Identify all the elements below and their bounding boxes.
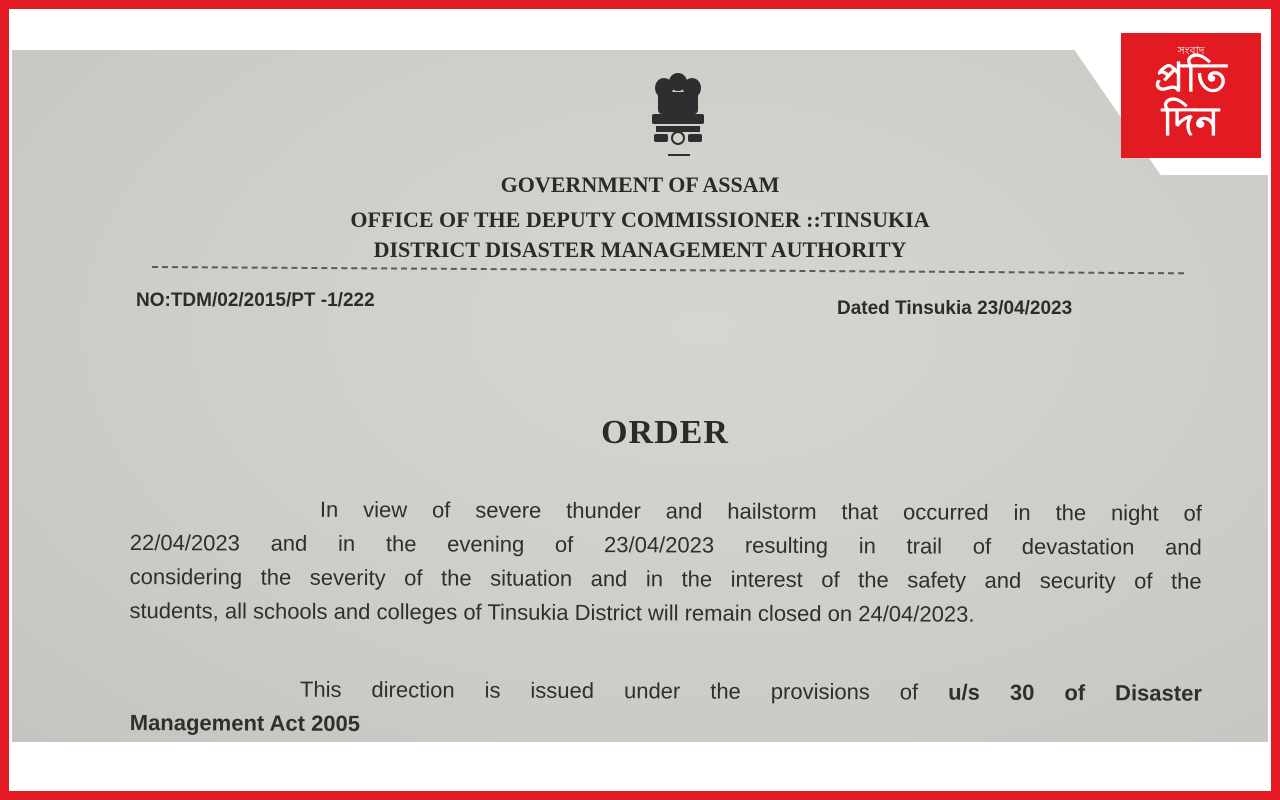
logo-text-line1: প্রতি bbox=[1154, 55, 1228, 101]
header-office: OFFICE OF THE DEPUTY COMMISSIONER ::TINSUKIA bbox=[350, 207, 930, 232]
reference-number: NO:TDM/02/2015/PT -1/222 bbox=[136, 290, 375, 311]
logo-small-text: সংবাদ bbox=[1177, 44, 1205, 57]
header-divider bbox=[152, 266, 1184, 274]
paragraph-line: 22/04/2023 and in the evening of 23/04/2023 resulting in trail of devastation and bbox=[129, 529, 1202, 560]
paragraph-line: considering the severity of the situation and in the interest of the safety and security of the bbox=[129, 563, 1202, 594]
paragraph-line: In view of severe thunder and hailstorm that occurred in the night of bbox=[319, 496, 1202, 526]
paragraph-text: This direction is issued under the provisions of bbox=[299, 676, 919, 705]
header-authority: DISTRICT DISASTER MANAGEMENT AUTHORITY bbox=[373, 237, 907, 262]
paragraph-bold-text: u/s 30 of Disaster bbox=[948, 679, 1202, 706]
document-paper bbox=[12, 50, 1268, 742]
reference-date: Dated Tinsukia 23/04/2023 bbox=[837, 298, 1073, 319]
order-paragraph-1 bbox=[129, 492, 1202, 633]
ashoka-emblem-icon bbox=[642, 68, 714, 166]
paragraph-line bbox=[130, 672, 1202, 711]
header-government: GOVERNMENT OF ASSAM bbox=[500, 172, 780, 197]
paragraph-bold-line: Management Act 2005 bbox=[129, 709, 361, 737]
paragraph-line: students, all schools and colleges of Tinsukia District will remain closed on 24/04/2023. bbox=[129, 597, 975, 627]
pratidin-logo bbox=[1121, 33, 1261, 158]
order-paragraph-2 bbox=[130, 672, 1202, 742]
logo-text-line2: দিন bbox=[1161, 99, 1221, 145]
order-title: ORDER bbox=[601, 414, 729, 451]
